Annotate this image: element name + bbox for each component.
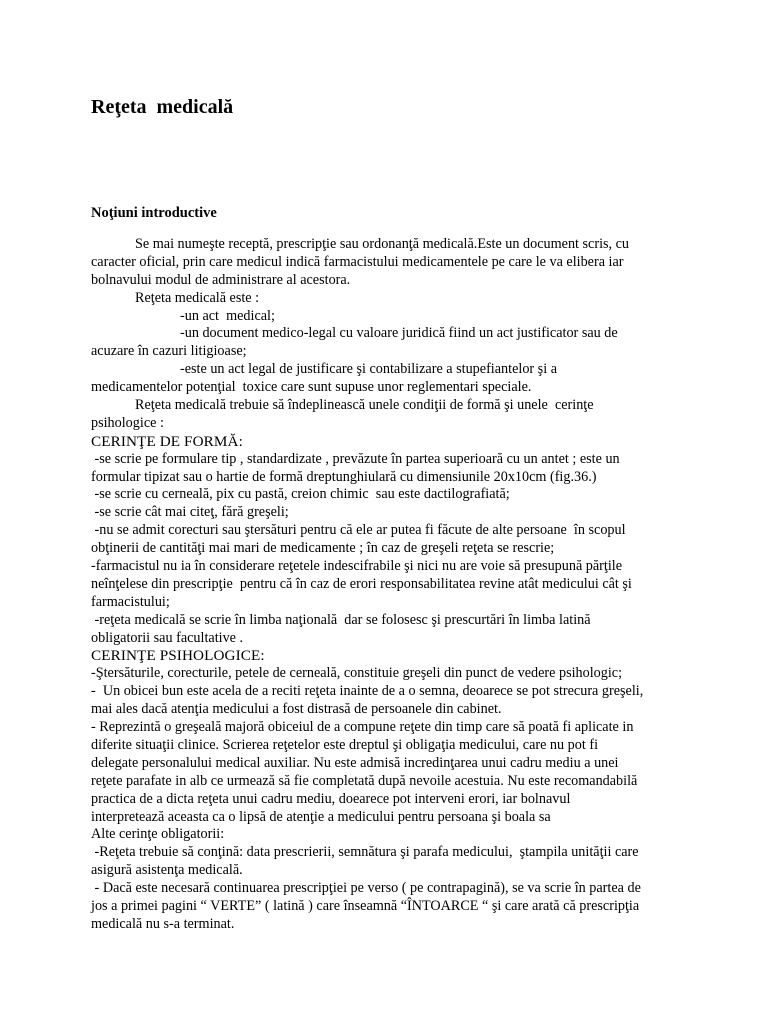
text-line: -Ştersăturile, corecturile, petele de cerneală, constituie greşeli din punct de vedere psihologic; bbox=[91, 665, 623, 682]
text-line: psihologice : bbox=[91, 414, 164, 431]
text-line: interpretează aceasta ca o lipsă de atenţie a medicului pentru persoana şi boala sa bbox=[91, 808, 551, 825]
text-line: obţinerii de cantităţi mai mari de medicamente ; în caz de greşeli reţeta se rescrie; bbox=[91, 540, 555, 557]
text-line: delegate personalului medical auxiliar. Nu este admisă incredinţarea unui cadru mediu a unei bbox=[91, 754, 619, 771]
text-line: diferite situaţii clinice. Scrierea reţetelor este dreptul şi obligaţia medicului, care nu pot fi bbox=[91, 736, 599, 753]
text-line: neînţelese din prescripţie pentru că în caz de erori responsabilitatea revine atât medicului cât şi bbox=[91, 575, 632, 592]
text-line: caracter oficial, prin care medicul indică farmacistului medicamentele pe care le va elibera iar bbox=[91, 253, 624, 270]
text-line: Alte cerinţe obligatorii: bbox=[91, 826, 225, 843]
document-title: Reţeta medicală bbox=[91, 96, 234, 118]
text-line: CERINŢE DE FORMĂ: bbox=[91, 432, 243, 450]
text-line: -se scrie cu cerneală, pix cu pastă, creion chimic sau este dactilografiată; bbox=[91, 486, 510, 503]
text-line: -reţeta medicală se scrie în limba naţională dar se folosesc şi prescurtări în limba latină bbox=[91, 611, 591, 628]
text-line: CERINŢE PSIHOLOGICE: bbox=[91, 647, 265, 665]
text-line: -se scrie cât mai citeţ, fără greşeli; bbox=[91, 504, 289, 521]
text-line: -este un act legal de justificare şi contabilizare a stupefiantelor şi a bbox=[180, 361, 557, 378]
text-line: Reţeta medicală este : bbox=[135, 289, 260, 306]
text-line: -nu se admit corecturi sau ştersături pentru că ele ar putea fi făcute de alte persoane în scopul bbox=[91, 522, 626, 539]
text-line: -un act medical; bbox=[180, 307, 275, 324]
text-line: Se mai numeşte receptă, prescripţie sau ordonanţă medicală.Este un document scris, cu bbox=[135, 236, 630, 252]
text-line: -se scrie pe formulare tip , standardizate , prevăzute în partea superioară cu un antet ; este un bbox=[91, 450, 620, 467]
text-line: Reţeta medicală trebuie să îndeplinească unele condiţii de formă şi unele cerinţe bbox=[135, 397, 594, 414]
text-line: -farmacistul nu ia în considerare reţetele indescifrabile şi nici nu are voie să presupună părţile bbox=[91, 558, 623, 575]
text-line: jos a primei pagini “ VERTE” ( latină ) care înseamnă “ÎNTOARCE “ şi care arată că prescripţia bbox=[91, 897, 640, 914]
text-line: -Reţeta trebuie să conţină: data prescrierii, semnătura şi parafa medicului, ştampila unităţii care bbox=[91, 844, 639, 861]
document-body bbox=[91, 236, 681, 934]
section-heading: Noţiuni introductive bbox=[91, 205, 217, 221]
text-line: acuzare în cazuri litigioase; bbox=[91, 343, 247, 360]
text-line: farmacistului; bbox=[91, 593, 170, 610]
text-line: -un document medico-legal cu valoare juridică fiind un act justificator sau de bbox=[180, 325, 618, 342]
text-line: medicală nu s-a terminat. bbox=[91, 915, 235, 932]
text-line: - Un obicei bun este acela de a reciti reţeta inainte de a o semna, deoarece se pot strecura greşeli, bbox=[91, 683, 644, 700]
text-line: formular tipizat sau o hartie de formă dreptunghiulară cu dimensiunile 20x10cm (fig.36.) bbox=[91, 468, 597, 485]
text-line: asigură asistenţa medicală. bbox=[91, 862, 243, 879]
text-line: bolnavului modul de administrare al acestora. bbox=[91, 271, 351, 288]
text-line: medicamentelor potenţial toxice care sunt supuse unor reglementari speciale. bbox=[91, 379, 532, 396]
text-line: practica de a dicta reţeta unui cadru mediu, doearece pot interveni erori, iar bolnavul bbox=[91, 790, 571, 807]
text-line: obligatorii sau facultative . bbox=[91, 629, 244, 646]
text-line: - Dacă este necesară continuarea prescripţiei pe verso ( pe contrapagină), se va scrie în partea de bbox=[91, 880, 641, 897]
text-line: mai ales dacă atenţia medicului a fost distrasă de persoanele din cabinet. bbox=[91, 701, 502, 718]
text-line: - Reprezintă o greşeală majoră obiceiul de a compune reţete din timp care să poată fi aplicate in bbox=[91, 719, 634, 736]
text-line: reţete parafate in alb ce urmează să fie completată după nevoile acestuia. Nu este recomandabilă bbox=[91, 772, 638, 789]
